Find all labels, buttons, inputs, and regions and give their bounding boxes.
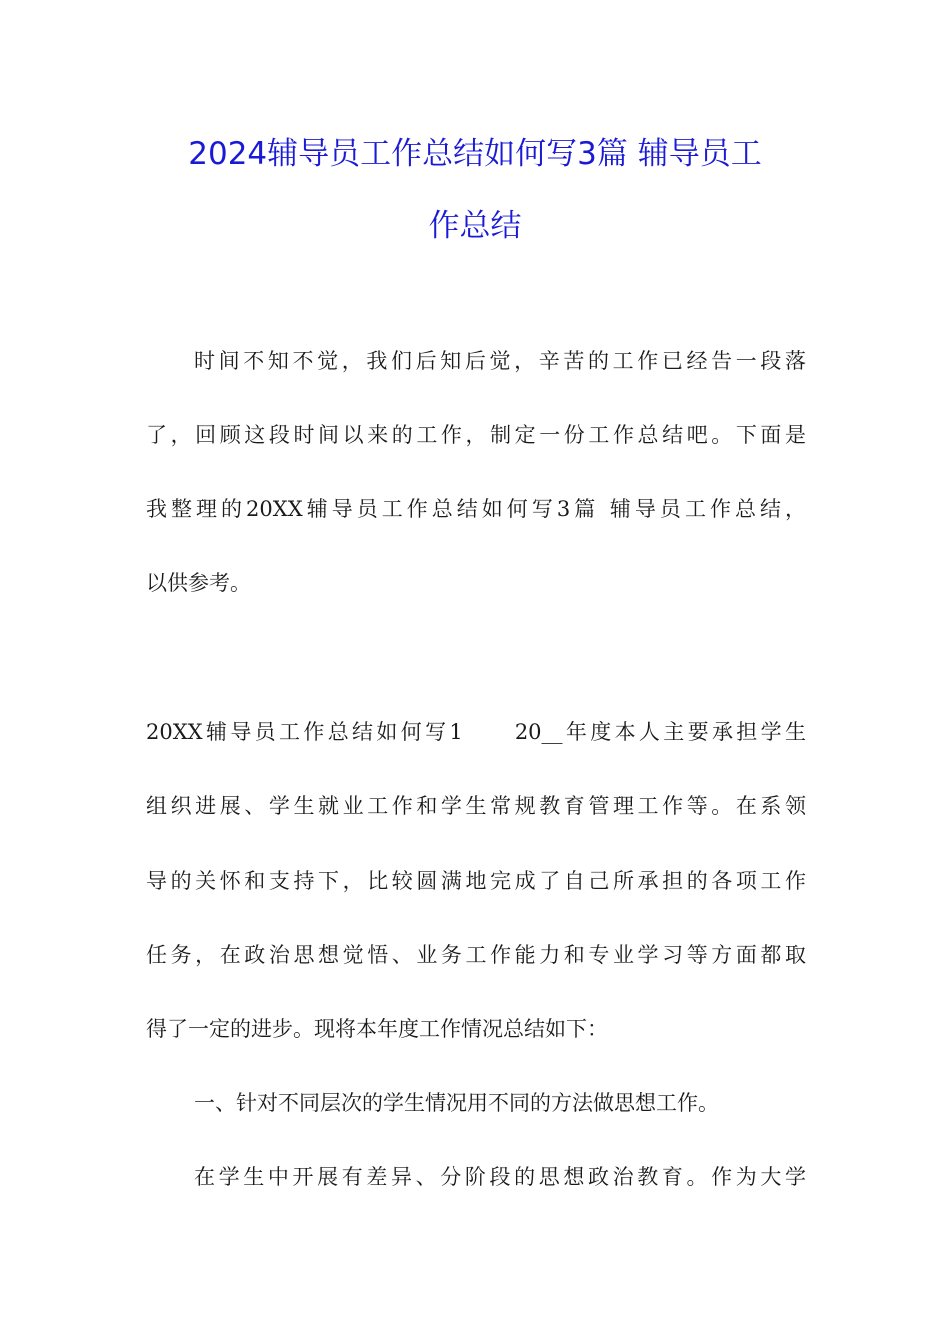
section-1-line-4: 任务，在政治思想觉悟、业务工作能力和专业学习等方面都取 <box>146 943 806 967</box>
document-title-line-2: 作总结 <box>428 208 522 244</box>
intro-line-2: 了，回顾这段时间以来的工作，制定一份工作总结吧。下面是 <box>146 423 806 447</box>
section-1-line-5: 得了一定的进步。现将本年度工作情况总结如下： <box>146 1017 608 1041</box>
section-1-line-1: 20XX辅导员工作总结如何写1 20__年度本人主要承担学生 <box>146 720 806 744</box>
heading-1: 一、针对不同层次的学生情况用不同的方法做思想工作。 <box>194 1091 719 1115</box>
section-1-line-2: 组织进展、学生就业工作和学生常规教育管理工作等。在系领 <box>146 794 806 818</box>
paragraph-2-line-1: 在学生中开展有差异、分阶段的思想政治教育。作为大学 <box>194 1165 806 1189</box>
intro-line-3: 我整理的20XX辅导员工作总结如何写3篇 辅导员工作总结， <box>146 497 806 521</box>
section-1-line-3: 导的关怀和支持下，比较圆满地完成了自己所承担的各项工作 <box>146 869 806 893</box>
intro-line-1: 时间不知不觉，我们后知后觉，辛苦的工作已经告一段落 <box>194 349 806 373</box>
document-title-line-1: 2024辅导员工作总结如何写3篇 辅导员工 <box>188 136 762 172</box>
intro-line-4: 以供参考。 <box>146 571 251 595</box>
